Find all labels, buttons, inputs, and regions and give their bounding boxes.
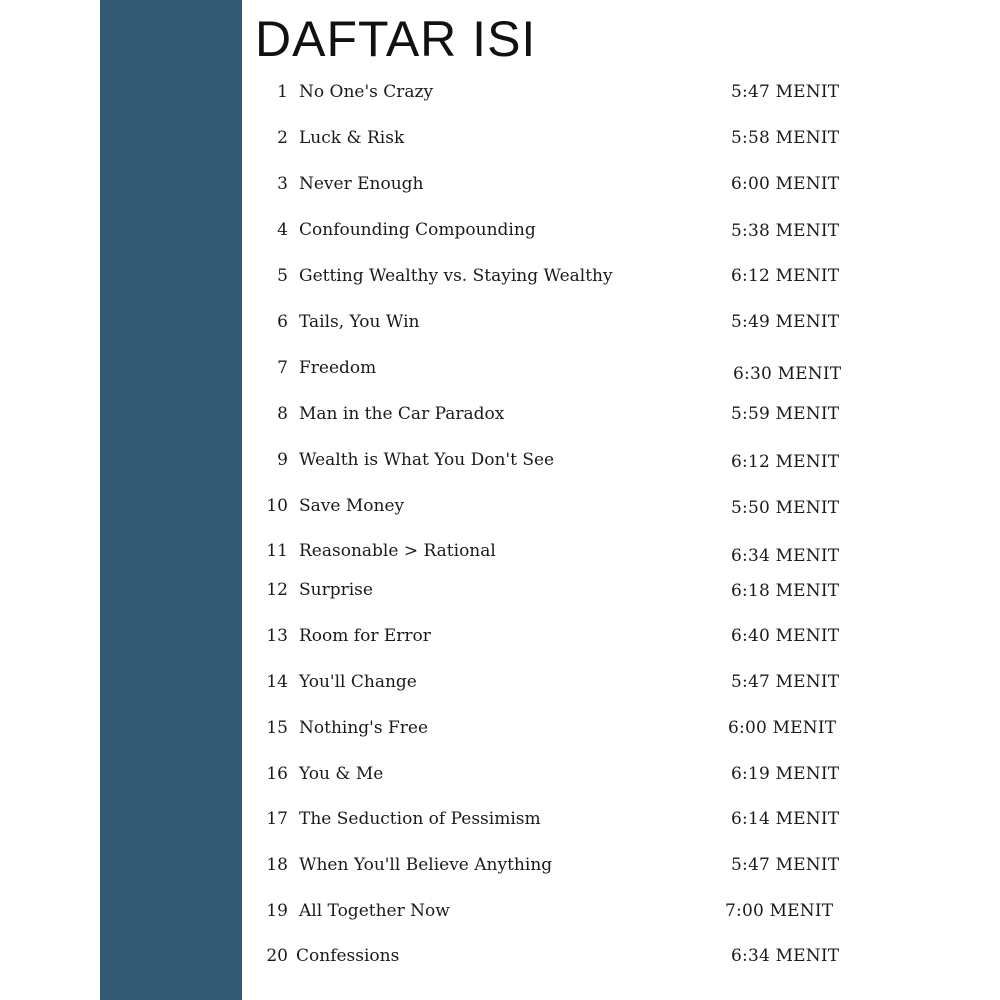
- toc-number: 10: [266, 496, 288, 516]
- toc-row: [0, 580, 1000, 610]
- toc-title: Never Enough: [299, 174, 424, 194]
- toc-title: You'll Change: [299, 672, 417, 692]
- toc-title: You & Me: [299, 764, 384, 784]
- toc-duration: 5:58 MENIT: [731, 128, 840, 148]
- toc-number: 18: [266, 855, 288, 875]
- toc-row: [0, 672, 1000, 702]
- page-title: DAFTAR ISI: [255, 11, 537, 67]
- toc-row: [0, 718, 1000, 748]
- toc-title: All Together Now: [299, 901, 450, 921]
- toc-number: 11: [266, 541, 288, 561]
- toc-row: [0, 855, 1000, 885]
- toc-row: [0, 358, 1000, 388]
- toc-duration: 6:30 MENIT: [733, 364, 842, 384]
- toc-number: 1: [277, 82, 288, 102]
- toc-number: 12: [266, 580, 288, 600]
- toc-number: 14: [266, 672, 288, 692]
- toc-duration: 7:00 MENIT: [725, 901, 834, 921]
- toc-title: Freedom: [299, 358, 377, 378]
- toc-title: Getting Wealthy vs. Staying Wealthy: [299, 266, 613, 286]
- toc-row: [0, 220, 1000, 250]
- toc-number: 17: [266, 809, 288, 829]
- toc-duration: 5:49 MENIT: [731, 312, 840, 332]
- toc-number: 8: [277, 404, 288, 424]
- toc-title: Reasonable > Rational: [299, 541, 496, 561]
- toc-title: The Seduction of Pessimism: [299, 809, 541, 829]
- toc-number: 20: [266, 946, 288, 966]
- toc-number: 7: [277, 358, 288, 378]
- toc-number: 9: [277, 450, 288, 470]
- toc-duration: 6:00 MENIT: [728, 718, 837, 738]
- toc-duration: 6:14 MENIT: [731, 809, 840, 829]
- toc-duration: 6:19 MENIT: [731, 764, 840, 784]
- toc-number: 3: [277, 174, 288, 194]
- toc-row: [0, 496, 1000, 526]
- toc-title: Save Money: [299, 496, 405, 516]
- toc-row: [0, 404, 1000, 434]
- toc-row: [0, 450, 1000, 480]
- toc-number: 13: [266, 626, 288, 646]
- toc-duration: 6:12 MENIT: [731, 266, 840, 286]
- toc-row: [0, 764, 1000, 794]
- toc-number: 19: [266, 901, 288, 921]
- toc-row: [0, 128, 1000, 158]
- toc-title: When You'll Believe Anything: [299, 855, 553, 875]
- toc-duration: 6:34 MENIT: [731, 546, 840, 566]
- toc-number: 15: [266, 718, 288, 738]
- toc-duration: 6:40 MENIT: [731, 626, 840, 646]
- toc-number: 5: [277, 266, 288, 286]
- toc-duration: 5:38 MENIT: [731, 221, 840, 241]
- toc-duration: 6:18 MENIT: [731, 581, 840, 601]
- toc-row: [0, 266, 1000, 296]
- toc-number: 16: [266, 764, 288, 784]
- toc-row: [0, 312, 1000, 342]
- toc-title: Room for Error: [299, 626, 431, 646]
- toc-duration: 5:47 MENIT: [731, 672, 840, 692]
- toc-title: Confessions: [296, 946, 400, 966]
- toc-duration: 6:00 MENIT: [731, 174, 840, 194]
- toc-duration: 5:50 MENIT: [731, 498, 840, 518]
- toc-row: [0, 626, 1000, 656]
- toc-row: [0, 541, 1000, 571]
- toc-title: Surprise: [299, 580, 373, 600]
- toc-number: 6: [277, 312, 288, 332]
- toc-number: 2: [277, 128, 288, 148]
- toc-title: Confounding Compounding: [299, 220, 536, 240]
- toc-row: [0, 946, 1000, 976]
- toc-title: Wealth is What You Don't See: [299, 450, 555, 470]
- toc-title: Tails, You Win: [299, 312, 420, 332]
- toc-title: Nothing's Free: [299, 718, 429, 738]
- toc-title: Man in the Car Paradox: [299, 404, 505, 424]
- toc-duration: 5:47 MENIT: [731, 855, 840, 875]
- toc-duration: 5:47 MENIT: [731, 82, 840, 102]
- toc-row: [0, 901, 1000, 931]
- toc-title: Luck & Risk: [299, 128, 405, 148]
- toc-duration: 6:12 MENIT: [731, 452, 840, 472]
- toc-row: [0, 82, 1000, 112]
- toc-title: No One's Crazy: [299, 82, 434, 102]
- toc-row: [0, 809, 1000, 839]
- toc-row: [0, 174, 1000, 204]
- toc-duration: 5:59 MENIT: [731, 404, 840, 424]
- toc-duration: 6:34 MENIT: [731, 946, 840, 966]
- toc-number: 4: [277, 220, 288, 240]
